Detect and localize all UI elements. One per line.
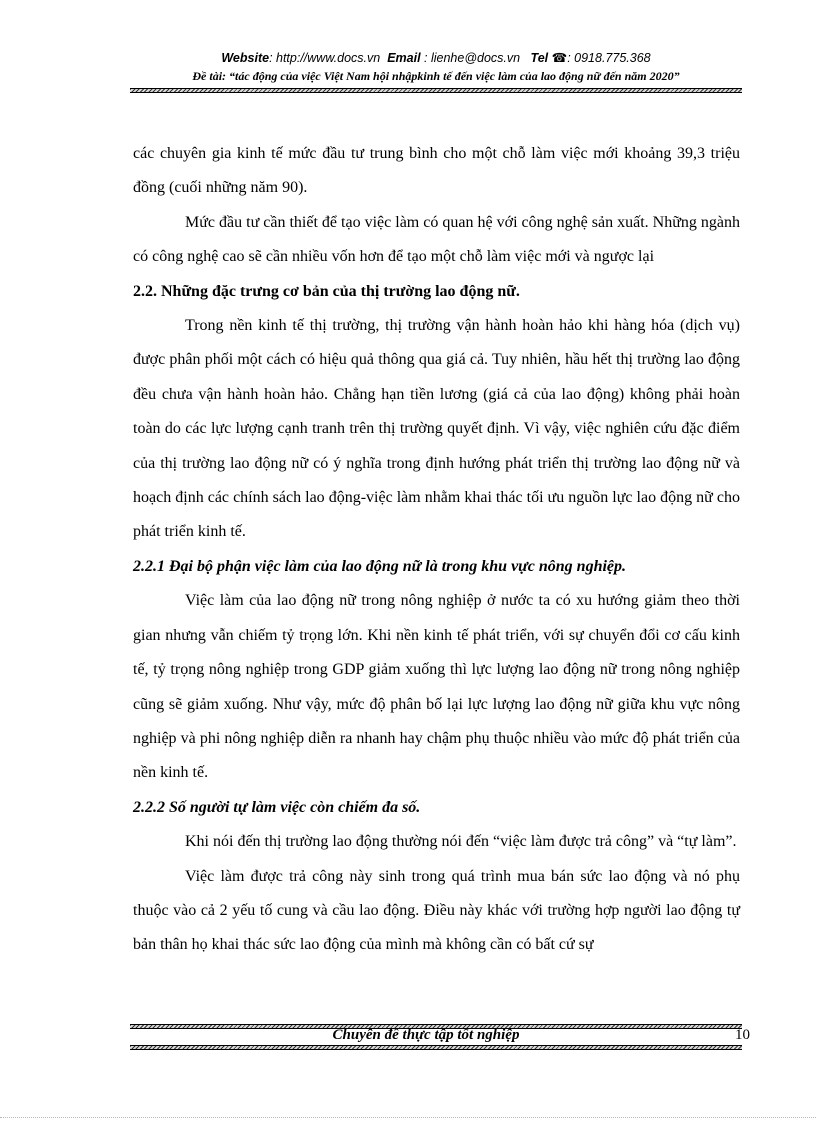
header-contact-line [130, 50, 742, 65]
paragraph-5: Khi nói đến thị trường lao động thường nói đến “việc làm được trả công” và “tự làm”. [185, 833, 737, 851]
paragraph-6: Việc làm được trả công này sinh trong quá trình mua bán sức lao động và nó phụ thuộc vào cả 2 yếu tố cung và cầu lao động. Điều này khác với trường hợp người lao động tự bản thân họ khai thác sức lao động của mình mà không cần có bất cứ sự [133, 867, 740, 954]
heading-2-2-2: 2.2.2 Số người tự làm việc còn chiếm đa số. [133, 798, 421, 816]
footer-title: Chuyên đề thực tập tốt nghiệp [332, 1027, 520, 1043]
tel-label: Tel [530, 51, 549, 65]
email-value: : lienhe@docs.vn [424, 51, 521, 65]
heading-2-2-1: 2.2.1 Đại bộ phận việc làm của lao động nữ là trong khu vực nông nghiệp. [133, 557, 627, 575]
website-value: : http://www.docs.vn [269, 51, 381, 65]
email-label: Email [387, 51, 421, 65]
paragraph-1: các chuyên gia kinh tế mức đầu tư trung bình cho một chỗ làm việc mới khoảng 39,3 triệu đồng (cuối những năm 90). [133, 145, 740, 197]
page-number: 10 [735, 1027, 750, 1043]
tel-value: : 0918.775.368 [567, 51, 651, 65]
paragraph-2: Mức đầu tư cần thiết để tạo việc làm có quan hệ với công nghệ sản xuất. Những ngành có công nghệ cao sẽ cần nhiều vốn hơn để tạo một chỗ làm việc mới và ngược lại [133, 213, 740, 266]
header-rule [130, 88, 742, 93]
heading-2-2: 2.2. Những đặc trưng cơ bản của thị trường lao động nữ. [133, 282, 520, 300]
footer-rule-bottom [130, 1045, 742, 1050]
header-topic: Đề tài: “tác động của việc Việt Nam hội nhậpkinh tế đến việc làm của lao động nữ đến năm 2020” [192, 69, 680, 83]
page-edge [0, 1117, 816, 1118]
paragraph-3: Trong nền kinh tế thị trường, thị trường vận hành hoàn hảo khi hàng hóa (dịch vụ) được phân phối một cách có hiệu quả thông qua giá cả. Tuy nhiên, hầu hết thị trường lao động đều chưa vận hành hoàn hảo. Chẳng hạn tiền lương (giá cả của lao động) không phải hoàn toàn do các lực lượng cạnh tranh trên thị trường quyết định. Vì vậy, việc nghiên cứu đặc điểm của thị trường lao động nữ có ý nghĩa trong định hướng phát triển thị trường lao động nữ và hoạch định các chính sách lao động-việc làm nhằm khai thác tối ưu nguồn lực lao động nữ cho phát triển kinh tế. [133, 317, 740, 541]
paragraph-4: Việc làm của lao động nữ trong nông nghiệp ở nước ta có xu hướng giảm theo thời gian nhưng vẫn chiếm tỷ trọng lớn. Khi nền kinh tế phát triển, với sự chuyển đổi cơ cấu kinh tế, tỷ trọng nông nghiệp trong GDP giảm xuống thì lực lượng lao động nữ trong nông nghiệp cũng sẽ giảm xuống. Như vậy, mức độ phân bố lại lực lượng lao động nữ giữa khu vực nông nghiệp và phi nông nghiệp diễn ra nhanh hay chậm phụ thuộc nhiều vào mức độ phát triển của nền kinh tế. [133, 592, 740, 782]
telephone-icon: ☎ [551, 51, 568, 65]
document-body [133, 137, 740, 963]
website-label: Website [221, 51, 270, 65]
